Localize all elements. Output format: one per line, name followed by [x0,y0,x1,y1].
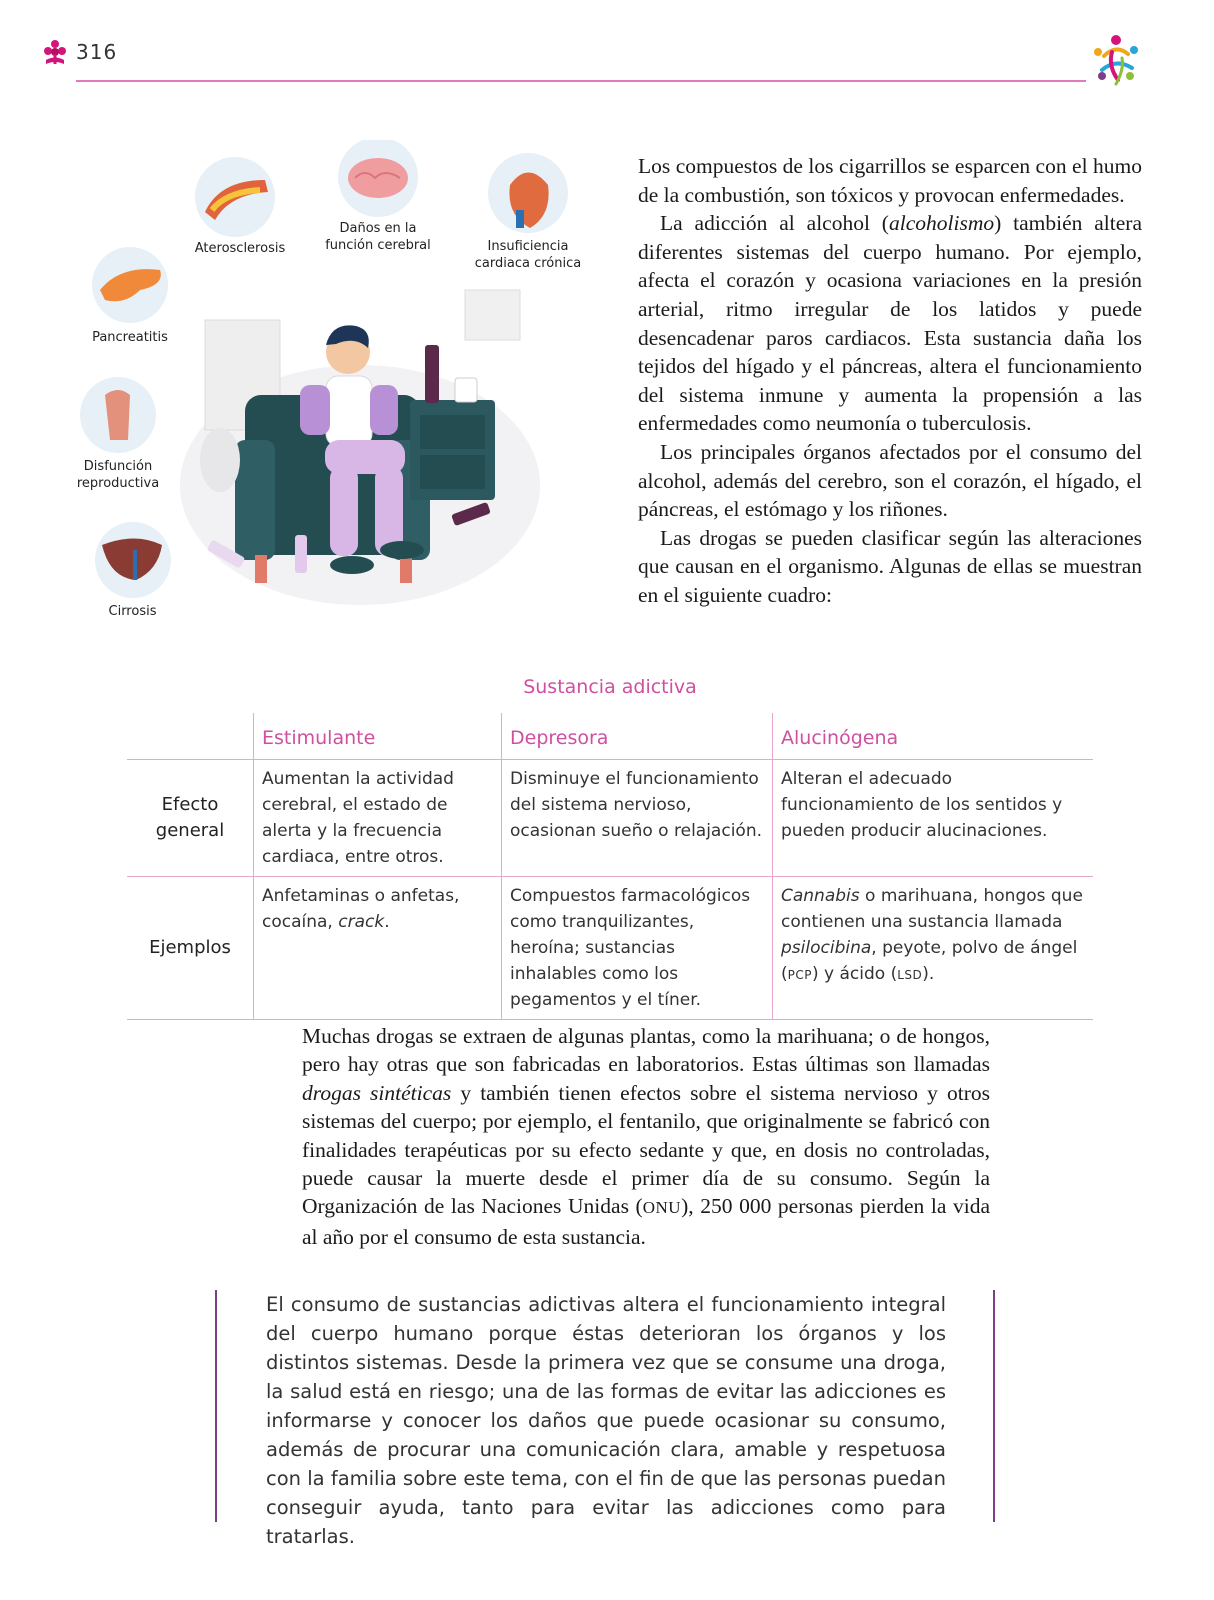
table-corner-cell [127,713,254,760]
cell-ejemplos-depresora: Compuestos farmacológicos como tranquilizantes, heroína; sustancias inhalables como los pegamentos y el tíner. [502,877,773,1020]
table-row [127,877,1093,1020]
column-header-estimulante: Estimulante [254,713,502,760]
paragraph-cigarrillos: Los compuestos de los cigarrillos se esparcen con el humo de la combustión, son tóxicos y provocan enfermedades. [638,154,1142,207]
substances-table [127,713,1093,1020]
right-column-text [638,152,1142,610]
summary-box-right-border [993,1290,995,1522]
table-caption: Sustancia adictiva [523,676,697,698]
illustration-drawing [70,140,610,640]
table-header-row [127,713,1093,760]
organ-label-aterosclerosis: Aterosclerosis [194,241,286,256]
organ-label-cirrosis: Cirrosis [108,604,157,619]
flower-emblem-icon [42,38,68,68]
cell-ejemplos-estimulante: Anfetaminas o anfetas, cocaína, crack. [254,877,502,1020]
cell-efecto-alucinogena: Alteran el adecuado funcionamiento de los sentidos y pueden producir alucinaciones. [773,760,1094,877]
organ-label-pancreatitis: Pancreatitis [92,330,168,345]
header-rule [76,80,1086,82]
column-header-alucinogena: Alucinógena [773,713,1094,760]
cell-ejemplos-alucinogena: Cannabis o marihuana, hongos que contienen una sustancia llamada psilocibina, peyote, polvo de ángel (PCP) y ácido (LSD). [773,877,1094,1020]
row-header-efecto-general: Efecto general [127,760,254,877]
organ-label-insuficiencia-cardiaca: Insuficiencia cardiaca crónica [474,239,582,271]
paragraph-alcoholismo: La adicción al alcohol (alcoholismo) también altera diferentes sistemas del cuerpo humano. Por ejemplo, afecta el corazón y ocasiona variaciones en la presión arterial, ritmo irregular de los latidos y puede desencadenar paros cardiacos. Esta sustancia daña los tejidos del hígado y el páncreas, altera el funcionamiento del sistema inmune y aumenta la propensión a las enfermedades como neumonía o tuberculosis. [638,211,1142,436]
summary-box-left-border [215,1290,217,1522]
organ-label-disfuncion-reproductiva: Disfunción reproductiva [76,459,160,491]
organ-damage-illustration [70,140,610,640]
summary-box-text: El consumo de sustancias adictivas altera el funcionamiento integral del cuerpo humano porque éstas deterioran los órganos y los distintos sistemas. Desde la primera vez que se consume una droga, la salud está en riesgo; una de las formas de evitar las adicciones es informarse y conocer los daños que puede ocasionar su consumo, además de procurar una comunicación clara, amable y respetuosa con la familia sobre este tema, con el fin de que las personas puedan conseguir ayuda, tanto para evitar las adicciones como para tratarlas. [266,1293,946,1548]
organ-label-danos-cerebrales: Daños en la función cerebral [325,221,431,253]
page-number: 316 [76,40,118,64]
paragraph-clasificacion-drogas: Las drogas se pueden clasificar según las alteraciones que causan en el organismo. Algunas de ellas se muestran en el siguiente cuadro: [638,525,1142,607]
table-row [127,760,1093,877]
paragraph-drogas-sinteticas: Muchas drogas se extraen de algunas plantas, como la marihuana; o de hongos, pero hay otras que son fabricadas en laboratorios. Estas últimas son llamadas drogas sintéticas y también tienen efectos sobre el sistema nervioso y otros sistemas del cuerpo; por ejemplo, el fentanilo, que originalmente se fabricó con finalidades terapéuticas por su efecto sedante y que, en dosis no controladas, puede causar la muerte desde el primer día de su consumo. Según la Organización de las Naciones Unidas (ONU), 250 000 personas pierden la vida al año por el consumo de esta sustancia. [302,1024,991,1249]
paragraph-organos-afectados: Los principales órganos afectados por el consumo del alcohol, además del cerebro, son el corazón, el hígado, el páncreas, el estómago y los riñones. [638,439,1142,522]
colorful-figures-logo-icon [1088,32,1144,88]
cell-efecto-estimulante: Aumentan la actividad cerebral, el estado de alerta y la frecuencia cardiaca, entre otros. [254,760,502,877]
row-header-ejemplos: Ejemplos [127,877,254,1020]
cell-efecto-depresora: Disminuye el funcionamiento del sistema nervioso, ocasionan sueño o relajación. [502,760,773,877]
column-header-depresora: Depresora [502,713,773,760]
